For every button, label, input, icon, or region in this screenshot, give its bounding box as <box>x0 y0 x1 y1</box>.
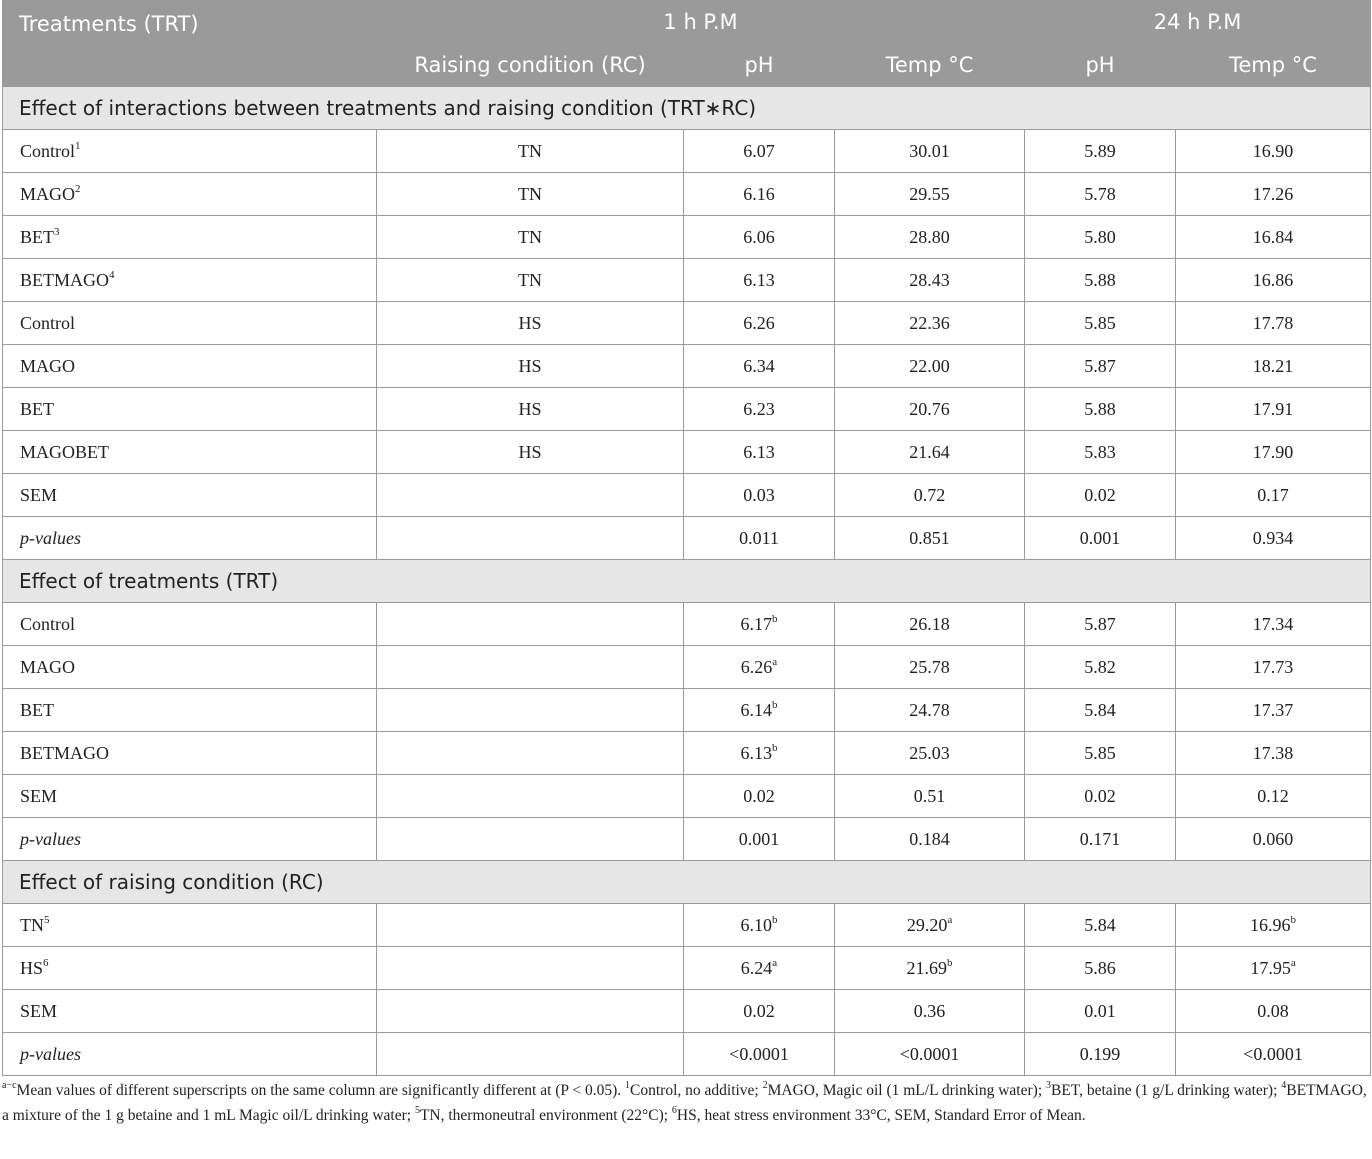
cell-ph-24h-value: 5.88 <box>1084 269 1116 290</box>
cell-raising-condition <box>377 818 684 861</box>
cell-ph-24h <box>1025 646 1176 689</box>
cell-treatment <box>3 259 377 302</box>
cell-ph-24h <box>1025 603 1176 646</box>
cell-ph-24h-value: 5.83 <box>1084 441 1116 462</box>
cell-ph-24h <box>1025 689 1176 732</box>
cell-raising-condition <box>377 173 684 216</box>
cell-temp-1h <box>835 904 1025 947</box>
cell-temp-24h-value: 16.86 <box>1252 269 1294 290</box>
table-row <box>3 646 1371 689</box>
table-row <box>3 689 1371 732</box>
cell-temp-1h-value: 21.69 <box>906 957 948 978</box>
cell-temp-1h-value: 25.03 <box>909 742 950 763</box>
cell-treatment-value: p-values <box>20 828 81 849</box>
footnote-text: HS, heat stress environment 33°C, SEM, Standard Error of Mean. <box>676 1107 1086 1124</box>
footnote-text: TN, thermoneutral environment (22°C); <box>419 1107 672 1124</box>
cell-temp-1h-value: 26.18 <box>909 613 950 634</box>
cell-ph-1h-superscript: b <box>772 698 778 711</box>
cell-treatment-superscript: 1 <box>75 139 81 152</box>
header-group-24h: 24 h P.M <box>1025 1 1371 44</box>
cell-ph-1h <box>684 818 835 861</box>
table-row <box>3 947 1371 990</box>
cell-raising-condition <box>377 259 684 302</box>
cell-raising-condition <box>377 216 684 259</box>
cell-temp-24h <box>1176 904 1371 947</box>
cell-ph-24h <box>1025 431 1176 474</box>
cell-ph-24h-value: 5.80 <box>1084 226 1116 247</box>
table-row <box>3 818 1371 861</box>
cell-treatment-value: HS <box>20 957 44 978</box>
cell-treatment-value: Control <box>20 613 76 634</box>
cell-treatment <box>3 517 377 560</box>
cell-treatment-value: SEM <box>20 1000 58 1021</box>
cell-raising-condition <box>377 474 684 517</box>
cell-treatment-superscript: 6 <box>43 956 49 969</box>
cell-raising-condition <box>377 732 684 775</box>
cell-temp-1h <box>835 474 1025 517</box>
cell-ph-24h <box>1025 345 1176 388</box>
cell-temp-24h <box>1176 345 1371 388</box>
section-title: Effect of raising condition (RC) <box>3 861 1371 904</box>
cell-ph-24h-value: 0.02 <box>1084 484 1116 505</box>
cell-temp-1h <box>835 259 1025 302</box>
cell-treatment-superscript: 4 <box>109 268 115 281</box>
cell-temp-24h <box>1176 775 1371 818</box>
cell-temp-24h <box>1176 818 1371 861</box>
cell-temp-1h-value: 30.01 <box>909 140 950 161</box>
cell-treatment <box>3 388 377 431</box>
cell-ph-1h <box>684 1033 835 1076</box>
cell-ph-24h <box>1025 1033 1176 1076</box>
cell-temp-1h <box>835 732 1025 775</box>
table-row <box>3 259 1371 302</box>
cell-treatment <box>3 947 377 990</box>
cell-ph-1h-value: 6.26 <box>743 312 775 333</box>
cell-temp-24h-value: 0.934 <box>1252 527 1294 548</box>
footnote-sup: 6 <box>671 1104 677 1116</box>
cell-ph-1h-value: 6.13 <box>743 441 775 462</box>
cell-temp-24h <box>1176 732 1371 775</box>
cell-ph-1h <box>684 517 835 560</box>
section-title: Effect of treatments (TRT) <box>3 560 1371 603</box>
cell-raising-condition <box>377 990 684 1033</box>
cell-temp-24h <box>1176 388 1371 431</box>
table-row <box>3 517 1371 560</box>
cell-temp-24h <box>1176 431 1371 474</box>
cell-temp-24h-value: <0.0001 <box>1243 1043 1303 1064</box>
cell-treatment <box>3 1033 377 1076</box>
cell-ph-24h-value: 0.01 <box>1084 1000 1116 1021</box>
cell-temp-1h <box>835 689 1025 732</box>
footnote-text: MAGO, Magic oil (1 mL/L drinking water); <box>767 1082 1046 1099</box>
cell-temp-1h <box>835 990 1025 1033</box>
cell-temp-24h-value: 17.90 <box>1252 441 1294 462</box>
cell-treatment <box>3 646 377 689</box>
cell-temp-24h-superscript: a <box>1290 956 1296 969</box>
cell-ph-24h-value: 5.86 <box>1084 957 1116 978</box>
cell-ph-1h <box>684 474 835 517</box>
table-row <box>3 732 1371 775</box>
cell-ph-1h-value: 6.07 <box>743 140 775 161</box>
cell-ph-1h-value: 6.14 <box>740 699 772 720</box>
table-row <box>3 388 1371 431</box>
cell-temp-1h <box>835 345 1025 388</box>
section-title: Effect of interactions between treatments and raising condition (TRT∗RC) <box>3 87 1371 130</box>
cell-treatment-superscript: 3 <box>54 225 60 238</box>
cell-treatment <box>3 775 377 818</box>
cell-temp-1h-value: 29.55 <box>909 183 950 204</box>
cell-treatment-value: TN <box>20 914 44 935</box>
cell-treatment-value: BETMAGO <box>20 742 109 763</box>
cell-ph-1h <box>684 732 835 775</box>
cell-raising-condition <box>377 1033 684 1076</box>
footnote-sup: 2 <box>762 1079 768 1091</box>
cell-temp-1h <box>835 302 1025 345</box>
cell-raising-condition-value: HS <box>518 441 542 462</box>
table-row <box>3 990 1371 1033</box>
cell-temp-1h-value: 28.43 <box>909 269 950 290</box>
footnote-sup: 5 <box>414 1104 420 1116</box>
cell-ph-1h <box>684 345 835 388</box>
cell-raising-condition-value: TN <box>518 140 542 161</box>
cell-raising-condition-value: HS <box>518 312 542 333</box>
cell-ph-1h <box>684 388 835 431</box>
cell-treatment <box>3 689 377 732</box>
table-row <box>3 302 1371 345</box>
cell-temp-24h <box>1176 259 1371 302</box>
cell-temp-1h <box>835 818 1025 861</box>
cell-temp-24h <box>1176 517 1371 560</box>
cell-ph-24h-value: 5.82 <box>1084 656 1116 677</box>
cell-temp-24h-value: 16.84 <box>1252 226 1294 247</box>
cell-ph-1h <box>684 904 835 947</box>
cell-temp-1h-value: 28.80 <box>909 226 950 247</box>
cell-ph-1h <box>684 603 835 646</box>
cell-temp-24h-value: 17.34 <box>1252 613 1294 634</box>
cell-temp-24h <box>1176 474 1371 517</box>
cell-raising-condition <box>377 947 684 990</box>
section-treatments <box>3 560 1371 603</box>
cell-temp-1h <box>835 947 1025 990</box>
cell-ph-1h-value: 6.10 <box>740 914 772 935</box>
cell-temp-1h-value: 0.184 <box>909 828 950 849</box>
cell-temp-24h-value: 16.90 <box>1252 140 1294 161</box>
cell-treatment <box>3 431 377 474</box>
cell-ph-1h-value: 6.06 <box>743 226 775 247</box>
cell-temp-24h <box>1176 646 1371 689</box>
cell-ph-1h <box>684 216 835 259</box>
cell-treatment-value: Control <box>20 312 76 333</box>
cell-temp-24h <box>1176 603 1371 646</box>
cell-ph-1h-superscript: b <box>772 741 778 754</box>
cell-ph-24h <box>1025 259 1176 302</box>
cell-treatment <box>3 474 377 517</box>
cell-temp-1h <box>835 646 1025 689</box>
cell-temp-1h-value: 22.36 <box>909 312 950 333</box>
cell-temp-1h-value: 29.20 <box>906 914 948 935</box>
cell-temp-1h-value: 22.00 <box>909 355 950 376</box>
cell-treatment-value: SEM <box>20 785 58 806</box>
section-raising-condition <box>3 861 1371 904</box>
table-row <box>3 130 1371 173</box>
cell-ph-24h-value: 0.171 <box>1079 828 1121 849</box>
cell-treatment <box>3 302 377 345</box>
cell-temp-24h-value: 18.21 <box>1252 355 1294 376</box>
cell-raising-condition <box>377 646 684 689</box>
cell-temp-24h-value: 0.12 <box>1257 785 1289 806</box>
cell-temp-24h-superscript: b <box>1290 913 1297 926</box>
cell-treatment-value: BET <box>20 398 54 419</box>
cell-treatment <box>3 603 377 646</box>
cell-treatment <box>3 130 377 173</box>
cell-ph-1h <box>684 259 835 302</box>
cell-ph-24h-value: 0.001 <box>1079 527 1121 548</box>
cell-temp-1h <box>835 1033 1025 1076</box>
cell-treatment <box>3 818 377 861</box>
cell-raising-condition <box>377 689 684 732</box>
table-row <box>3 775 1371 818</box>
cell-temp-24h-value: 17.78 <box>1252 312 1294 333</box>
cell-temp-1h-value: <0.0001 <box>899 1043 960 1064</box>
cell-treatment <box>3 173 377 216</box>
cell-ph-1h <box>684 689 835 732</box>
cell-ph-1h-superscript: b <box>772 913 778 926</box>
cell-temp-24h <box>1176 302 1371 345</box>
cell-ph-24h <box>1025 517 1176 560</box>
cell-raising-condition <box>377 904 684 947</box>
cell-treatment-value: p-values <box>20 527 81 548</box>
cell-raising-condition-value: TN <box>518 183 542 204</box>
footnote-text: Mean values of different superscripts on the same column are significantly different at (P < 0.05). <box>16 1082 626 1099</box>
section-interaction <box>3 87 1371 130</box>
cell-ph-1h-value: 0.001 <box>738 828 780 849</box>
cell-ph-1h <box>684 302 835 345</box>
header-temp-24h: Temp °C <box>1176 44 1371 87</box>
table-row <box>3 216 1371 259</box>
cell-temp-24h-value: 0.060 <box>1252 828 1294 849</box>
cell-temp-1h-value: 0.51 <box>913 785 946 806</box>
cell-ph-24h-value: 0.02 <box>1084 785 1116 806</box>
cell-ph-24h-value: 5.84 <box>1084 914 1116 935</box>
cell-temp-1h <box>835 603 1025 646</box>
cell-temp-24h <box>1176 1033 1371 1076</box>
cell-temp-1h-value: 0.72 <box>913 484 946 505</box>
footnote-sup: 3 <box>1046 1079 1051 1091</box>
cell-raising-condition <box>377 345 684 388</box>
cell-temp-1h <box>835 517 1025 560</box>
cell-ph-24h-value: 5.88 <box>1084 398 1116 419</box>
cell-ph-24h <box>1025 732 1176 775</box>
cell-temp-1h <box>835 173 1025 216</box>
cell-treatment-value: MAGO <box>20 656 76 677</box>
cell-treatment-value: Control <box>20 140 76 161</box>
cell-treatment-value: p-values <box>20 1043 81 1064</box>
cell-ph-24h <box>1025 990 1176 1033</box>
results-table <box>2 0 1371 1076</box>
cell-temp-24h <box>1176 216 1371 259</box>
cell-ph-1h <box>684 130 835 173</box>
header-row-1 <box>3 1 1371 44</box>
cell-raising-condition-value: TN <box>518 269 542 290</box>
cell-ph-1h-value: 6.16 <box>743 183 775 204</box>
cell-ph-24h-value: 5.85 <box>1084 742 1116 763</box>
cell-ph-24h-value: 5.84 <box>1084 699 1116 720</box>
cell-ph-1h <box>684 431 835 474</box>
cell-temp-1h <box>835 431 1025 474</box>
table-row <box>3 431 1371 474</box>
cell-ph-1h-value: 6.13 <box>743 269 775 290</box>
cell-temp-1h-value: 24.78 <box>909 699 950 720</box>
footnote-text: Control, no additive; <box>630 1082 763 1099</box>
cell-treatment-value: MAGO <box>20 183 76 204</box>
cell-ph-24h-value: 5.87 <box>1084 355 1116 376</box>
cell-temp-1h <box>835 216 1025 259</box>
cell-treatment-value: BET <box>20 699 54 720</box>
header-group-1h: 1 h P.M <box>377 1 1025 44</box>
footnote-sup: 4 <box>1281 1079 1287 1091</box>
cell-temp-24h-value: 16.96 <box>1250 914 1291 935</box>
cell-ph-24h-value: 5.89 <box>1084 140 1116 161</box>
table-row <box>3 603 1371 646</box>
cell-ph-1h-value: 6.24 <box>740 957 773 978</box>
cell-ph-1h-value: 6.17 <box>740 613 772 634</box>
cell-temp-1h <box>835 388 1025 431</box>
cell-temp-24h <box>1176 947 1371 990</box>
cell-temp-1h-value: 0.851 <box>909 527 950 548</box>
cell-ph-24h-value: 5.87 <box>1084 613 1116 634</box>
cell-ph-24h <box>1025 818 1176 861</box>
cell-temp-1h-value: 21.64 <box>909 441 950 462</box>
cell-ph-1h-value: 0.011 <box>739 527 779 548</box>
cell-temp-1h-superscript: a <box>947 913 953 926</box>
cell-raising-condition-value: TN <box>518 226 542 247</box>
cell-ph-24h <box>1025 388 1176 431</box>
cell-temp-24h-value: 17.37 <box>1252 699 1294 720</box>
cell-treatment <box>3 904 377 947</box>
cell-ph-24h-value: 5.85 <box>1084 312 1116 333</box>
cell-raising-condition-value: HS <box>518 398 542 419</box>
cell-temp-24h-value: 17.95 <box>1250 957 1291 978</box>
cell-temp-24h-value: 0.17 <box>1257 484 1289 505</box>
cell-ph-1h <box>684 646 835 689</box>
cell-ph-24h-value: 5.78 <box>1084 183 1116 204</box>
footnote-sup: a−c <box>2 1079 17 1091</box>
cell-treatment <box>3 732 377 775</box>
cell-temp-24h-value: 17.91 <box>1252 398 1294 419</box>
cell-raising-condition <box>377 603 684 646</box>
header-treatments: Treatments (TRT) <box>3 1 377 87</box>
cell-temp-24h <box>1176 130 1371 173</box>
table-row <box>3 904 1371 947</box>
cell-temp-24h-value: 17.73 <box>1252 656 1294 677</box>
cell-ph-24h <box>1025 216 1176 259</box>
cell-treatment <box>3 345 377 388</box>
header-temp-1h: Temp °C <box>835 44 1025 87</box>
cell-treatment-superscript: 2 <box>75 182 81 195</box>
cell-temp-24h-value: 0.08 <box>1257 1000 1289 1021</box>
cell-raising-condition <box>377 302 684 345</box>
cell-raising-condition <box>377 388 684 431</box>
cell-ph-1h <box>684 947 835 990</box>
cell-ph-1h-value: 6.23 <box>743 398 775 419</box>
cell-temp-1h-value: 20.76 <box>909 398 950 419</box>
cell-raising-condition <box>377 517 684 560</box>
cell-ph-1h-value: 0.03 <box>743 484 775 505</box>
table-footnote <box>0 1076 1372 1128</box>
cell-ph-1h-value: 6.13 <box>740 742 772 763</box>
cell-treatment-value: BET <box>20 226 54 247</box>
table-row <box>3 173 1371 216</box>
cell-raising-condition <box>377 775 684 818</box>
cell-treatment <box>3 216 377 259</box>
cell-temp-1h <box>835 130 1025 173</box>
header-raising-condition: Raising condition (RC) <box>377 44 684 87</box>
cell-temp-1h <box>835 775 1025 818</box>
footnote-sup: 1 <box>625 1079 631 1091</box>
cell-ph-1h-superscript: a <box>772 655 778 668</box>
cell-temp-24h <box>1176 990 1371 1033</box>
cell-raising-condition <box>377 130 684 173</box>
cell-ph-1h-value: 6.26 <box>740 656 773 677</box>
cell-ph-24h-value: 0.199 <box>1079 1043 1121 1064</box>
cell-ph-1h <box>684 173 835 216</box>
cell-ph-1h-value: <0.0001 <box>729 1043 789 1064</box>
cell-temp-24h-value: 17.26 <box>1252 183 1294 204</box>
cell-temp-1h-value: 25.78 <box>909 656 950 677</box>
cell-treatment-value: BETMAGO <box>20 269 109 290</box>
cell-temp-1h-superscript: b <box>947 956 953 969</box>
cell-ph-24h <box>1025 173 1176 216</box>
table-row <box>3 1033 1371 1076</box>
table-row <box>3 474 1371 517</box>
header-ph-24h: pH <box>1025 44 1176 87</box>
table-row <box>3 345 1371 388</box>
cell-ph-24h <box>1025 947 1176 990</box>
cell-ph-1h <box>684 990 835 1033</box>
cell-raising-condition-value: HS <box>518 355 542 376</box>
header-ph-1h: pH <box>684 44 835 87</box>
cell-ph-1h <box>684 775 835 818</box>
cell-treatment-value: MAGOBET <box>20 441 109 462</box>
cell-treatment-value: SEM <box>20 484 58 505</box>
footnote-text: BETMAGO, a mixture of the 1 g betaine and 1 mL Magic oil/L drinking water; <box>2 1082 1367 1124</box>
cell-temp-24h <box>1176 173 1371 216</box>
cell-raising-condition <box>377 431 684 474</box>
cell-ph-1h-superscript: a <box>772 956 778 969</box>
cell-ph-24h <box>1025 904 1176 947</box>
footnote-text: BET, betaine (1 g/L drinking water); <box>1051 1082 1282 1099</box>
cell-ph-24h <box>1025 775 1176 818</box>
cell-temp-24h <box>1176 689 1371 732</box>
cell-treatment-value: MAGO <box>20 355 76 376</box>
cell-temp-24h-value: 17.38 <box>1252 742 1294 763</box>
cell-temp-1h-value: 0.36 <box>913 1000 946 1021</box>
cell-treatment-superscript: 5 <box>44 913 50 926</box>
cell-ph-24h <box>1025 130 1176 173</box>
cell-treatment <box>3 990 377 1033</box>
cell-ph-24h <box>1025 474 1176 517</box>
cell-ph-1h-value: 6.34 <box>743 355 775 376</box>
cell-ph-1h-superscript: b <box>772 612 778 625</box>
cell-ph-1h-value: 0.02 <box>743 1000 775 1021</box>
cell-ph-1h-value: 0.02 <box>743 785 775 806</box>
cell-ph-24h <box>1025 302 1176 345</box>
